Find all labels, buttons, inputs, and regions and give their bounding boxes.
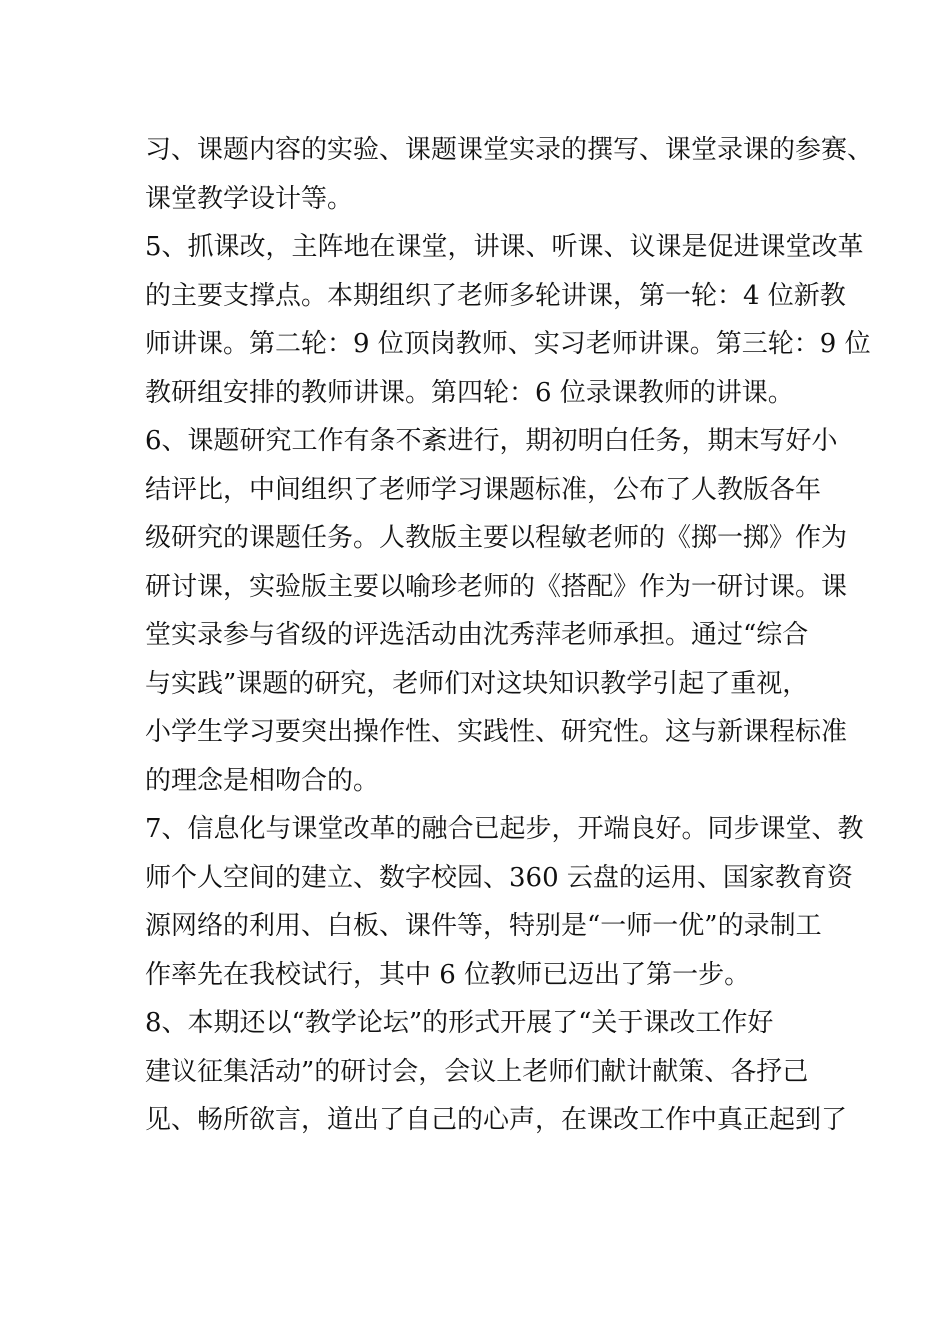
text-line: 的理念是相吻合的。 bbox=[145, 765, 380, 796]
text-line: 教研组安排的教师讲课。第四轮：6 位录课教师的讲课。 bbox=[145, 377, 794, 408]
text-line: 7、信息化与课堂改革的融合已起步，开端良好。同步课堂、教 bbox=[145, 814, 864, 844]
paragraph bbox=[145, 805, 864, 999]
text-line: 8、本期还以“教学论坛”的形式开展了“关于课改工作好 bbox=[145, 1008, 774, 1038]
text-line: 结评比，中间组织了老师学习课题标准，公布了人教版各年 bbox=[145, 474, 822, 505]
text-line: 见、畅所欲言，道出了自己的心声，在课改工作中真正起到了 bbox=[145, 1105, 848, 1135]
paragraph bbox=[145, 417, 848, 805]
text-line: 小学生学习要突出操作性、实践性、研究性。这与新课程标准 bbox=[145, 717, 848, 747]
paragraph bbox=[145, 223, 871, 417]
text-line: 5、抓课改，主阵地在课堂，讲课、听课、议课是促进课堂改革 bbox=[145, 232, 864, 262]
text-line: 作率先在我校试行，其中 6 位教师已迈出了第一步。 bbox=[145, 959, 751, 990]
paragraph bbox=[145, 126, 874, 223]
text-line: 级研究的课题任务。人教版主要以程敏老师的《掷一掷》作为 bbox=[145, 523, 848, 553]
document-body bbox=[145, 126, 874, 1145]
text-line: 与实践”课题的研究，老师们对这块知识教学引起了重视， bbox=[145, 668, 809, 699]
text-line: 6、课题研究工作有条不紊进行，期初明白任务，期末写好小 bbox=[145, 426, 838, 456]
text-line: 习、课题内容的实验、课题课堂实录的撰写、课堂录课的参赛、 bbox=[145, 135, 874, 165]
text-line: 的主要支撑点。本期组织了老师多轮讲课，第一轮：4 位新教 bbox=[145, 280, 846, 311]
text-line: 师讲课。第二轮：9 位顶岗教师、实习老师讲课。第三轮：9 位 bbox=[145, 329, 871, 359]
paragraph bbox=[145, 999, 848, 1145]
text-line: 堂实录参与省级的评选活动由沈秀萍老师承担。通过“综合 bbox=[145, 620, 809, 650]
text-line: 源网络的利用、白板、课件等，特别是“一师一优”的录制工 bbox=[145, 911, 822, 941]
text-line: 研讨课，实验版主要以喻珍老师的《搭配》作为一研讨课。课 bbox=[145, 571, 848, 602]
text-line: 建议征集活动”的研讨会，会议上老师们献计献策、各抒己 bbox=[145, 1056, 809, 1087]
text-line: 课堂教学设计等。 bbox=[145, 183, 354, 214]
text-line: 师个人空间的建立、数字校园、360 云盘的运用、国家教育资 bbox=[145, 862, 853, 893]
